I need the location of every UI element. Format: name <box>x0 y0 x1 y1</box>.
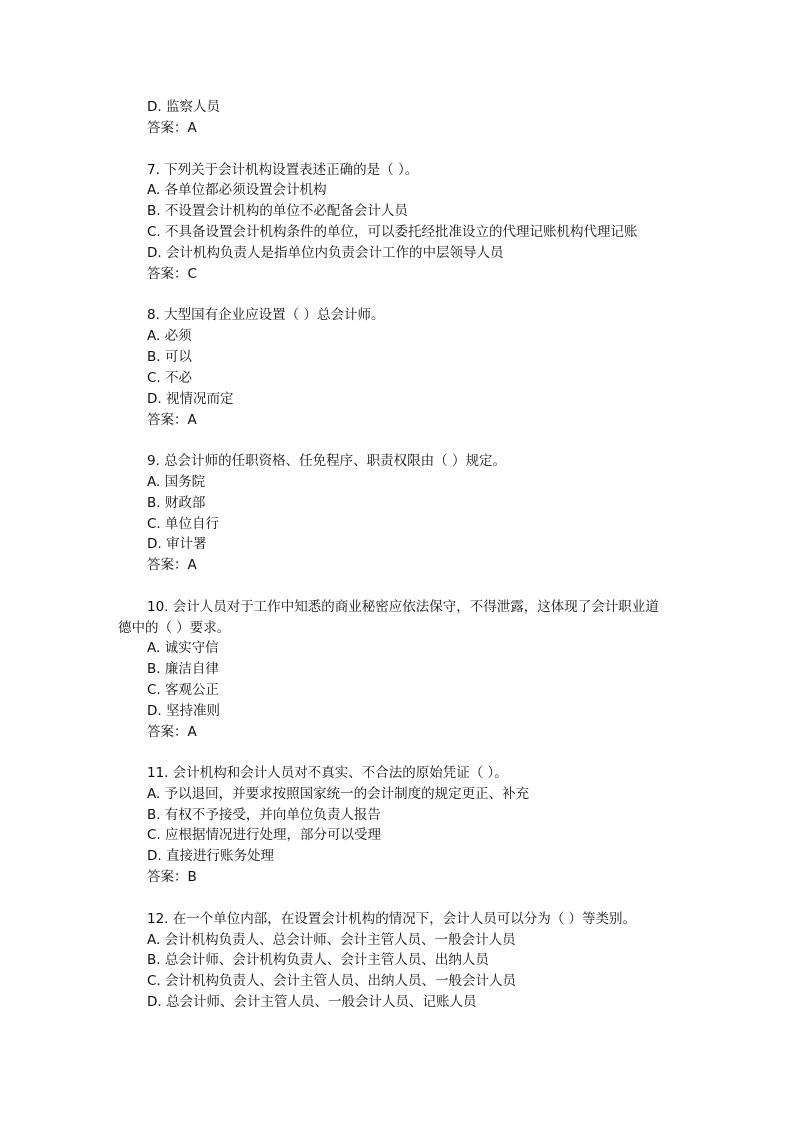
q9-option-b: B. 财政部 <box>147 495 206 511</box>
q8-option-c: C. 不必 <box>147 370 193 386</box>
q8-answer: 答案：A <box>147 412 197 428</box>
q9-option-c: C. 单位自行 <box>147 516 220 532</box>
q7-option-c: C. 不具备设置会计机构条件的单位，可以委托经批准设立的代理记账机构代理记账 <box>147 224 638 240</box>
q12-option-b: B. 总会计师、会计机构负责人、会计主管人员、出纳人员 <box>147 952 489 968</box>
q12-stem: 12. 在一个单位内部，在设置会计机构的情况下，会计人员可以分为（ ）等类别。 <box>147 911 637 927</box>
q11-option-a: A. 予以退回，并要求按照国家统一的会计制度的规定更正、补充 <box>147 786 530 802</box>
q8-option-d: D. 视情况而定 <box>147 391 234 407</box>
q10-stem: 10. 会计人员对于工作中知悉的商业秘密应依法保守，不得泄露，这体现了会计职业道 <box>147 599 659 615</box>
q8-option-a: A. 必须 <box>147 328 192 344</box>
q10-stem-continued: 德中的（ ）要求。 <box>118 620 231 636</box>
q7-option-a: A. 各单位都必须设置会计机构 <box>147 182 327 198</box>
q9-option-d: D. 审计署 <box>147 536 207 552</box>
q7-option-d: D. 会计机构负责人是指单位内负责会计工作的中层领导人员 <box>147 245 504 261</box>
q11-stem: 11. 会计机构和会计人员对不真实、不合法的原始凭证（ ）。 <box>147 765 508 781</box>
q6-answer: 答案：A <box>147 120 197 136</box>
q12-option-d: D. 总会计师、会计主管人员、一般会计人员、记账人员 <box>147 994 477 1010</box>
q8-option-b: B. 可以 <box>147 349 192 365</box>
q6-option-d: D. 监察人员 <box>147 99 220 115</box>
q7-answer: 答案：C <box>147 266 197 282</box>
q9-stem: 9. 总会计师的任职资格、任免程序、职责权限由（ ）规定。 <box>147 453 506 469</box>
q8-stem: 8. 大型国有企业应设置（ ）总会计师。 <box>147 307 385 323</box>
q7-stem: 7. 下列关于会计机构设置表述正确的是（ ）。 <box>147 162 419 178</box>
q7-option-b: B. 不设置会计机构的单位不必配备会计人员 <box>147 203 408 219</box>
q9-answer: 答案：A <box>147 557 197 573</box>
q11-option-b: B. 有权不予接受，并向单位负责人报告 <box>147 807 381 823</box>
q12-option-a: A. 会计机构负责人、总会计师、会计主管人员、一般会计人员 <box>147 932 516 948</box>
q11-option-c: C. 应根据情况进行处理，部分可以受理 <box>147 827 382 843</box>
q10-option-c: C. 客观公正 <box>147 682 220 698</box>
q10-option-d: D. 坚持准则 <box>147 703 220 719</box>
q10-option-a: A. 诚实守信 <box>147 640 219 656</box>
q11-answer: 答案：B <box>147 869 197 885</box>
q10-option-b: B. 廉洁自律 <box>147 661 219 677</box>
q12-option-c: C. 会计机构负责人、会计主管人员、出纳人员、一般会计人员 <box>147 973 517 989</box>
q11-option-d: D. 直接进行账务处理 <box>147 848 274 864</box>
q10-answer: 答案：A <box>147 724 197 740</box>
q9-option-a: A. 国务院 <box>147 474 206 490</box>
